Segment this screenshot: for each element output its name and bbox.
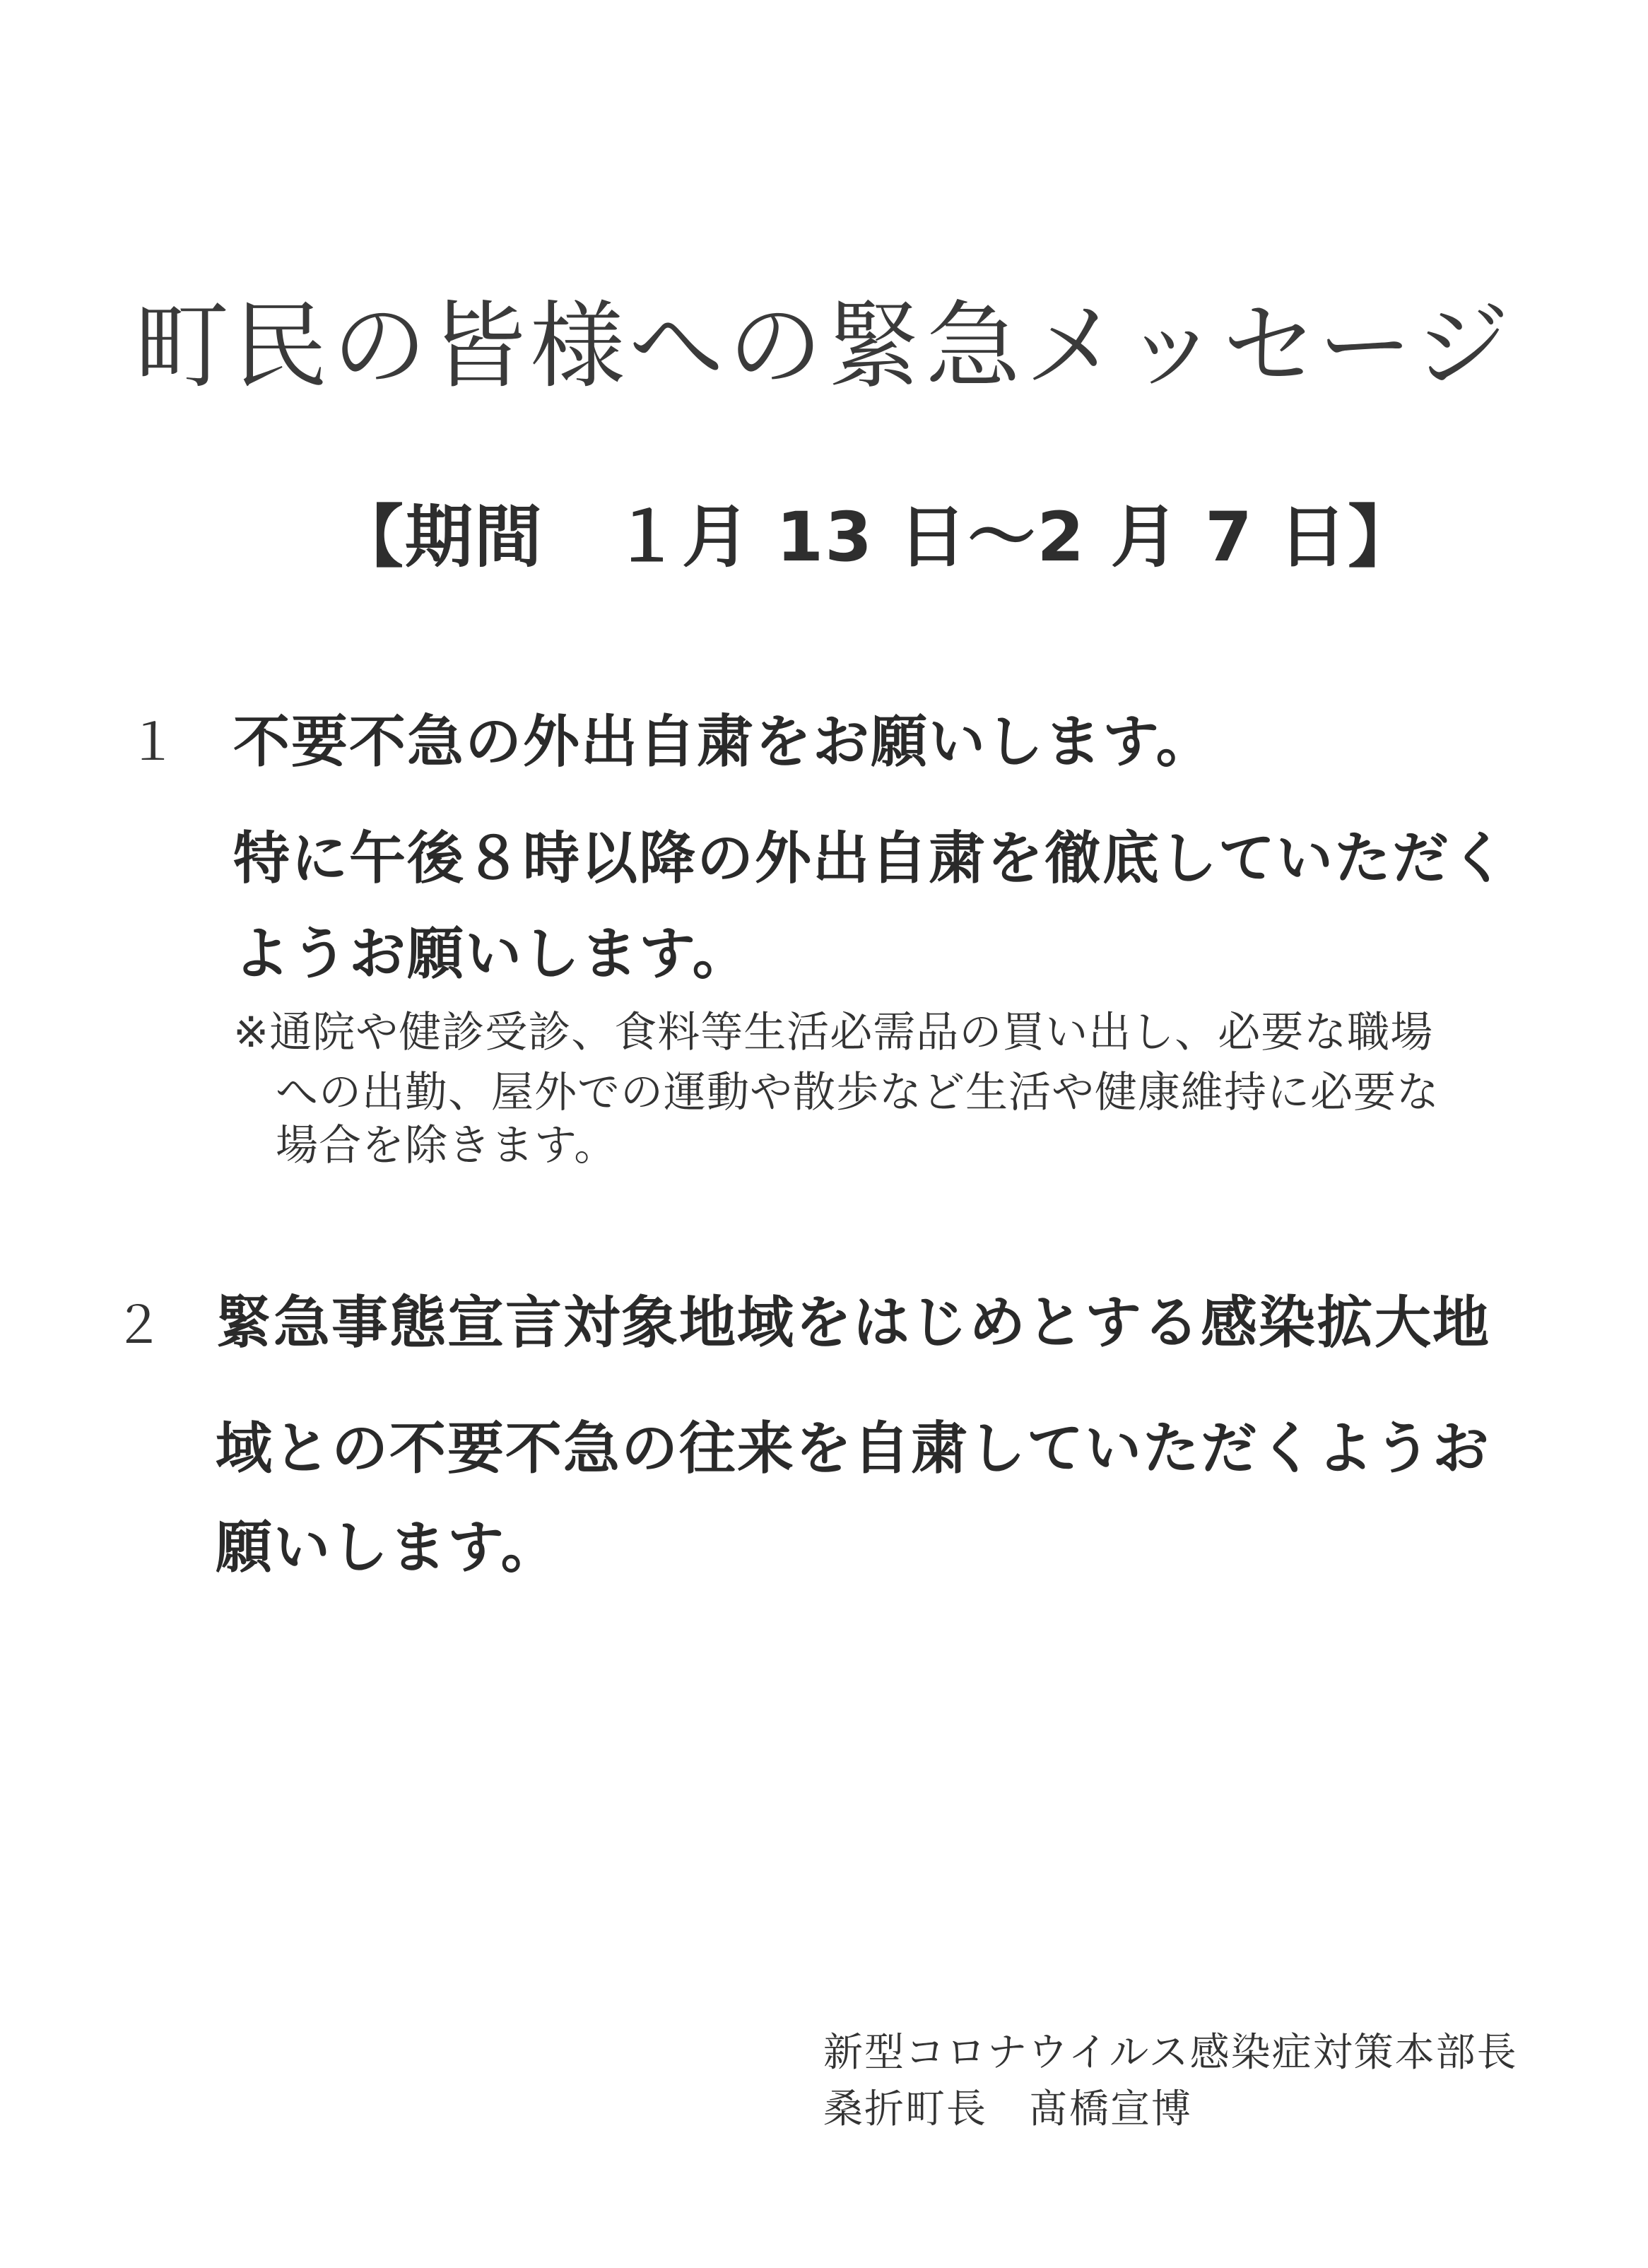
item-2-line-2: 域との不要不急の往来を自粛していただくようお (216, 1416, 1490, 1481)
item-1-note-line-1: ※通院や健診受診、食料等生活必需品の買い出し、必要な職場 (233, 1008, 1434, 1057)
item-2-number: ２ (113, 1295, 165, 1355)
signature-name: 桑折町長 髙橋宣博 (823, 2086, 1192, 2132)
item-1-note-line-3: 場合を除きます。 (276, 1121, 618, 1170)
item-2-line-3: 願いします。 (216, 1515, 559, 1580)
signature-title: 新型コロナウイルス感染症対策本部長 (823, 2030, 1518, 2076)
page-title: 町民の皆様への緊急メッセージ (134, 291, 1514, 401)
item-1-line-1: 不要不急の外出自粛をお願いします。 (233, 709, 1214, 775)
item-1-line-3: ようお願いします。 (233, 921, 751, 987)
item-2-line-1: 緊急事態宣言対象地域をはじめとする感染拡大地 (216, 1290, 1490, 1356)
item-1-note-line-2: への出勤、屋外での運動や散歩など生活や健康維持に必要な (276, 1068, 1440, 1117)
item-1-line-2: 特に午後８時以降の外出自粛を徹底していただく (233, 825, 1508, 891)
period-heading: 【期間 １月 13 日～2 月 7 日】 (336, 498, 1418, 577)
item-1-number: １ (127, 712, 179, 772)
